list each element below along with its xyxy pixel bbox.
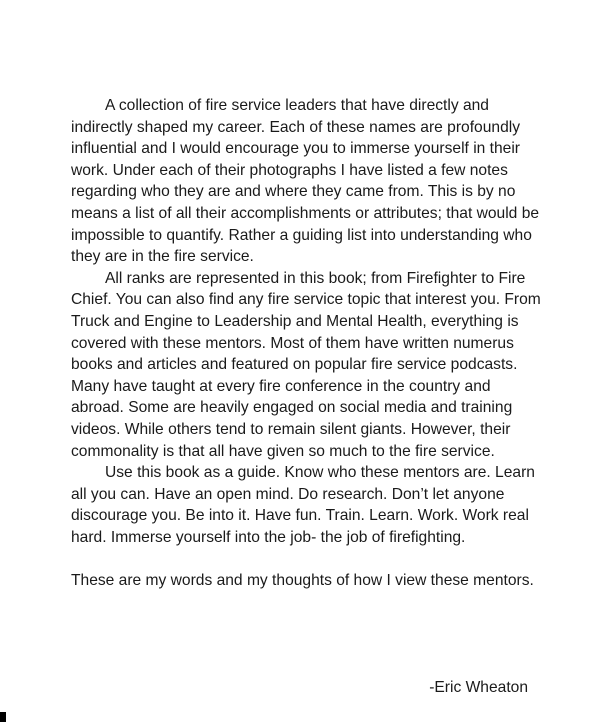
corner-mark: [0, 712, 6, 722]
paragraph-closing: These are my words and my thoughts of how I view these mentors.: [71, 572, 534, 590]
paragraph-ranks: All ranks are represented in this book; from Firefighter to Fire Chief. You can also find any fire service topic that interest you. From Truck and Engine to Leadership and Mental Health, everything is covered with these mentors. Most of them have written numerus books and articles and featured on popular fire service podcasts. Many have taught at every fire conference in the country and abroad. Some are heavily engaged on social media and training videos. While others tend to remain silent giants. However, their commonality is that all have given so much to the fire service.: [71, 269, 541, 460]
body-text: [71, 95, 546, 592]
author-signature: -Eric Wheaton: [429, 679, 528, 696]
paragraph-intro: A collection of fire service leaders that have directly and indirectly shaped my career. Each of these names are profoundly influential and I would encourage you to immerse yourself in their work. Under each of their photographs I have listed a few notes regarding who they are and where they came from. This is by no means a list of all their accomplishments or attributes; that would be impossible to quantify. Rather a guiding list into understanding who they are in the fire service.: [71, 97, 540, 266]
paragraph-guide: Use this book as a guide. Know who these mentors are. Learn all you can. Have an open mind. Do research. Don’t let anyone discourage you. Be into it. Have fun. Train. Learn. Work. Work real hard. Immerse yourself into the job- the job of firefighting.: [71, 464, 535, 546]
